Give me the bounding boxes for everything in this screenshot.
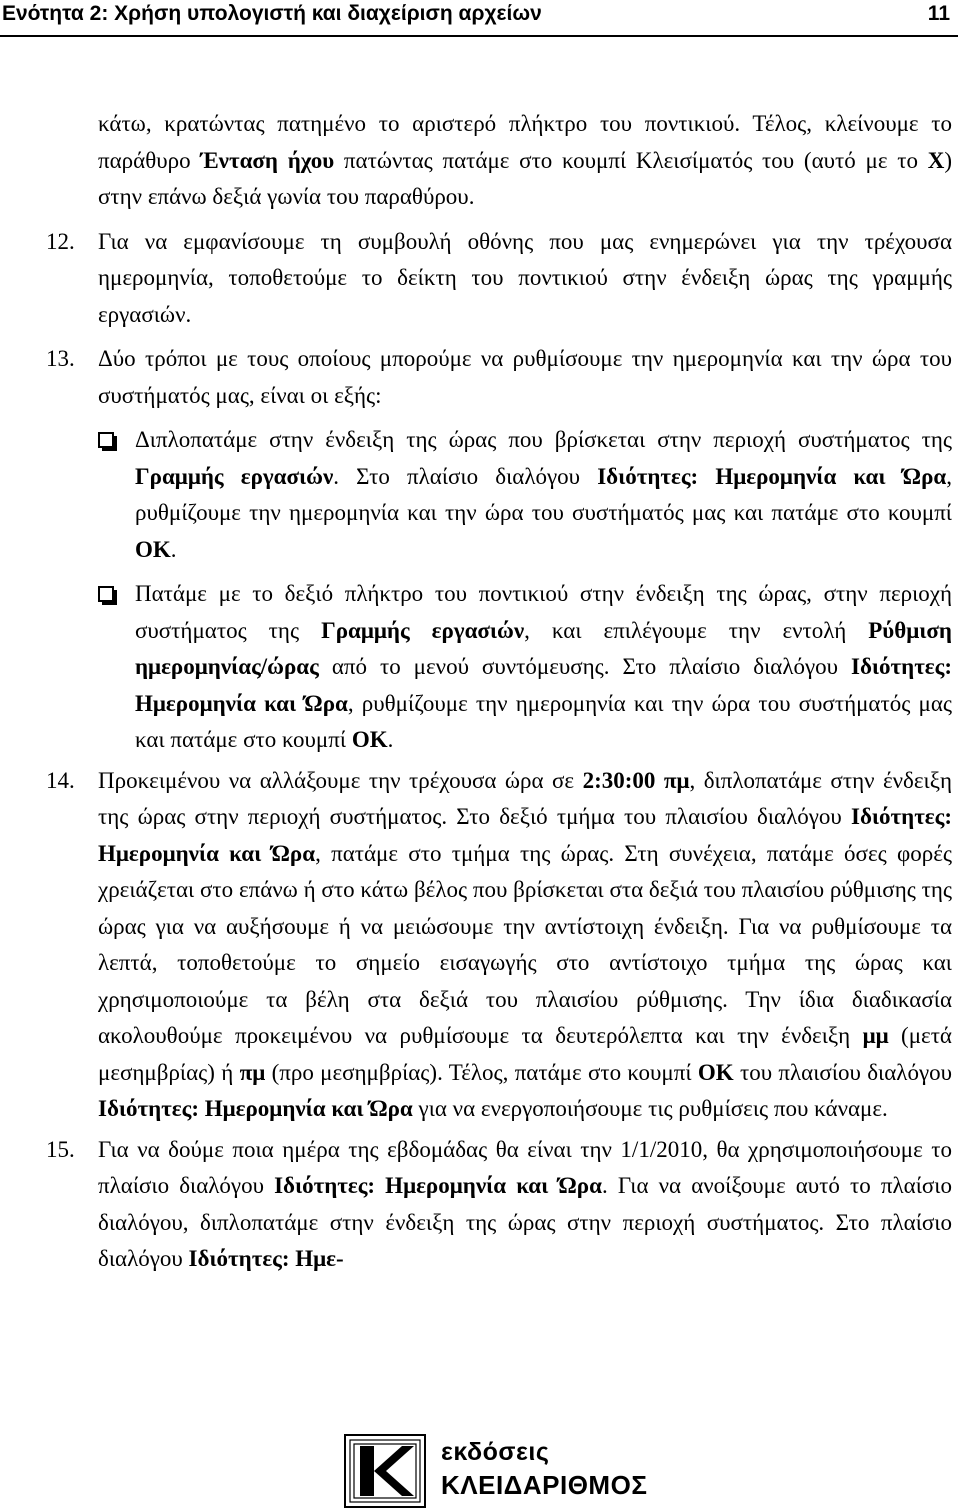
item-number: 14. xyxy=(46,767,75,793)
list-item-15 xyxy=(0,1132,952,1278)
header-rule xyxy=(0,35,958,37)
bullet-item-1 xyxy=(0,422,952,568)
checkbox-bullet-icon xyxy=(98,586,114,602)
text-run: ) στην επάνω δεξιά γωνία του παραθύρου. xyxy=(98,147,952,209)
bullet-item-2 xyxy=(0,576,952,759)
text-run: , διπλοπατάμε στην ένδειξη της ώρας στην περιοχή συστήματος. Στο δεξιό τμήμα του πλαισίου διαλόγου xyxy=(98,767,952,829)
bold-term: X xyxy=(927,147,945,173)
bold-term: Ιδιότητες: Ημε- xyxy=(188,1246,344,1271)
text-run: . Στο πλαίσιο διαλόγου xyxy=(333,463,598,489)
item-number: 13. xyxy=(46,346,75,371)
bold-term: Ρύθμιση ημερομηνίας/ώρας xyxy=(135,617,952,679)
bold-term: Ιδιότητες: Ημερομηνία και Ώρα xyxy=(135,654,952,716)
text-run: , ρυθμίζουμε την ημερομηνία και την ώρα του συστήματός μας και πατάμε στο κουμπί xyxy=(135,463,952,525)
chapter-title: Ενότητα 2: Χρήση υπολογιστή και διαχείριση αρχείων xyxy=(2,2,542,25)
bold-term: Γραμμής εργασιών xyxy=(321,617,525,643)
bold-term: Ιδιότητες: Ημερομηνία και Ώρα xyxy=(274,1173,602,1198)
item-number: 15. xyxy=(46,1136,75,1162)
item-number: 12. xyxy=(46,228,75,254)
kleidarithmos-k-logo-icon xyxy=(344,1434,426,1508)
checkbox-bullet-icon xyxy=(98,432,114,448)
page-body xyxy=(0,106,960,1278)
bold-term: μμ xyxy=(862,1023,889,1048)
text-run: (μετά μεσημβρίας) ή xyxy=(98,1023,952,1085)
bold-term: OK xyxy=(351,727,388,752)
text-run: πατώντας πατάμε στο κουμπί Κλεισίματός του (αυτό με το xyxy=(334,147,928,173)
text-run: Διπλοπατάμε στην ένδειξη της ώρας που βρίσκεται στην περιοχή συστήματος της xyxy=(135,427,952,452)
item-text: Για να εμφανίσουμε τη συμβουλή οθόνης που μας ενημερώνει για την τρέχουσα ημερομηνία, τοποθετούμε το δείκτη του ποντικιού στην ένδειξη ώρας της γραμμής εργασιών. xyxy=(98,228,952,327)
bold-term: OK xyxy=(135,536,171,562)
intro-paragraph xyxy=(98,106,952,216)
bold-term: Ιδιότητες: Ημερομηνία και Ώρα xyxy=(98,804,952,866)
page-header xyxy=(0,0,960,34)
list-item-14 xyxy=(0,763,952,1128)
text-run: Για να δούμε ποια ημέρα της εβδομάδας θα είναι την 1/1/2010, θα χρησιμοποιήσουμε το πλαίσιο διαλόγου xyxy=(98,1136,952,1198)
bold-term: πμ xyxy=(239,1059,266,1085)
text-run: . xyxy=(387,727,394,752)
bold-term: Γραμμής εργασιών xyxy=(135,463,334,489)
text-run: Προκειμένου να αλλάξουμε την τρέχουσα ώρα σε xyxy=(98,767,583,793)
bold-term: Ιδιότητες: Ημερομηνία και Ώρα xyxy=(98,1096,413,1121)
text-run: , ρυθμίζουμε την ημερομηνία και την ώρα του συστήματός μας και πατάμε στο κουμπί xyxy=(135,690,952,752)
page-number: 11 xyxy=(927,2,950,25)
text-run: (προ μεσημβρίας). Τέλος, πατάμε στο κουμπί xyxy=(265,1059,698,1085)
text-run: , πατάμε στο τμήμα της ώρας. Στη συνέχεια, πατάμε όσες φορές χρειάζεται στο επάνω ή στο κάτω βέλος που βρίσκεται στα δεξιά του πλαισίου ρύθμισης της ώρας για να αυξήσουμε ή να μειώσουμε την αντίστοιχη ένδειξη. Για να ρυθμίσουμε τα λεπτά, τοποθετούμε το σημείο εισαγωγής στο αντίστοιχο τμήμα της ώρας και χρησιμοποιούμε τα βέλη στα δεξιά του πλαισίου ρύθμισης. Την ίδια διαδικασία ακολουθούμε προκειμένου να ρυθμίσουμε τα δευτερόλεπτα και την ένδειξη xyxy=(98,840,952,1048)
item-text: Δύο τρόποι με τους οποίους μπορούμε να ρυθμίσουμε την ημερομηνία και την ώρα του συστήματός μας, είναι οι εξής: xyxy=(98,346,952,408)
publisher-name-line1: εκδόσεις xyxy=(441,1438,550,1466)
text-run: , και επιλέγουμε την εντολή xyxy=(524,617,869,643)
bold-term: Ιδιότητες: Ημερομηνία και Ώρα xyxy=(597,463,947,489)
list-item-12 xyxy=(0,224,952,334)
text-run: . Για να ανοίξουμε αυτό το πλαίσιο διαλόγου, διπλοπατάμε στην ένδειξη της ώρας στην περιοχή συστήματος. Στο πλαίσιο διαλόγου xyxy=(98,1173,952,1271)
list-item-13 xyxy=(0,341,952,414)
text-run: για να ενεργοποιήσουμε τις ρυθμίσεις που κάναμε. xyxy=(412,1096,888,1121)
publisher-name-line2: ΚΛΕΙΔΑΡΙΘΜΟΣ xyxy=(441,1470,648,1500)
text-run: κάτω, κρατώντας πατημένο το αριστερό πλήκτρο του ποντικιού. Τέλος, κλείνουμε το παράθυρο xyxy=(98,111,952,173)
publisher-logo xyxy=(344,1434,648,1508)
text-run: του πλαισίου διαλόγου xyxy=(733,1059,952,1085)
bold-term: 2:30:00 πμ xyxy=(582,767,690,793)
bold-term: Ένταση ήχου xyxy=(200,147,335,173)
text-run: Πατάμε με το δεξιό πλήκτρο του ποντικιού στην ένδειξη της ώρας, στην περιοχή συστήματος της xyxy=(135,581,952,643)
text-run: από το μενού συντόμευσης. Στο πλαίσιο διαλόγου xyxy=(318,654,852,679)
bold-term: OK xyxy=(697,1059,734,1085)
text-run: . xyxy=(170,536,177,562)
